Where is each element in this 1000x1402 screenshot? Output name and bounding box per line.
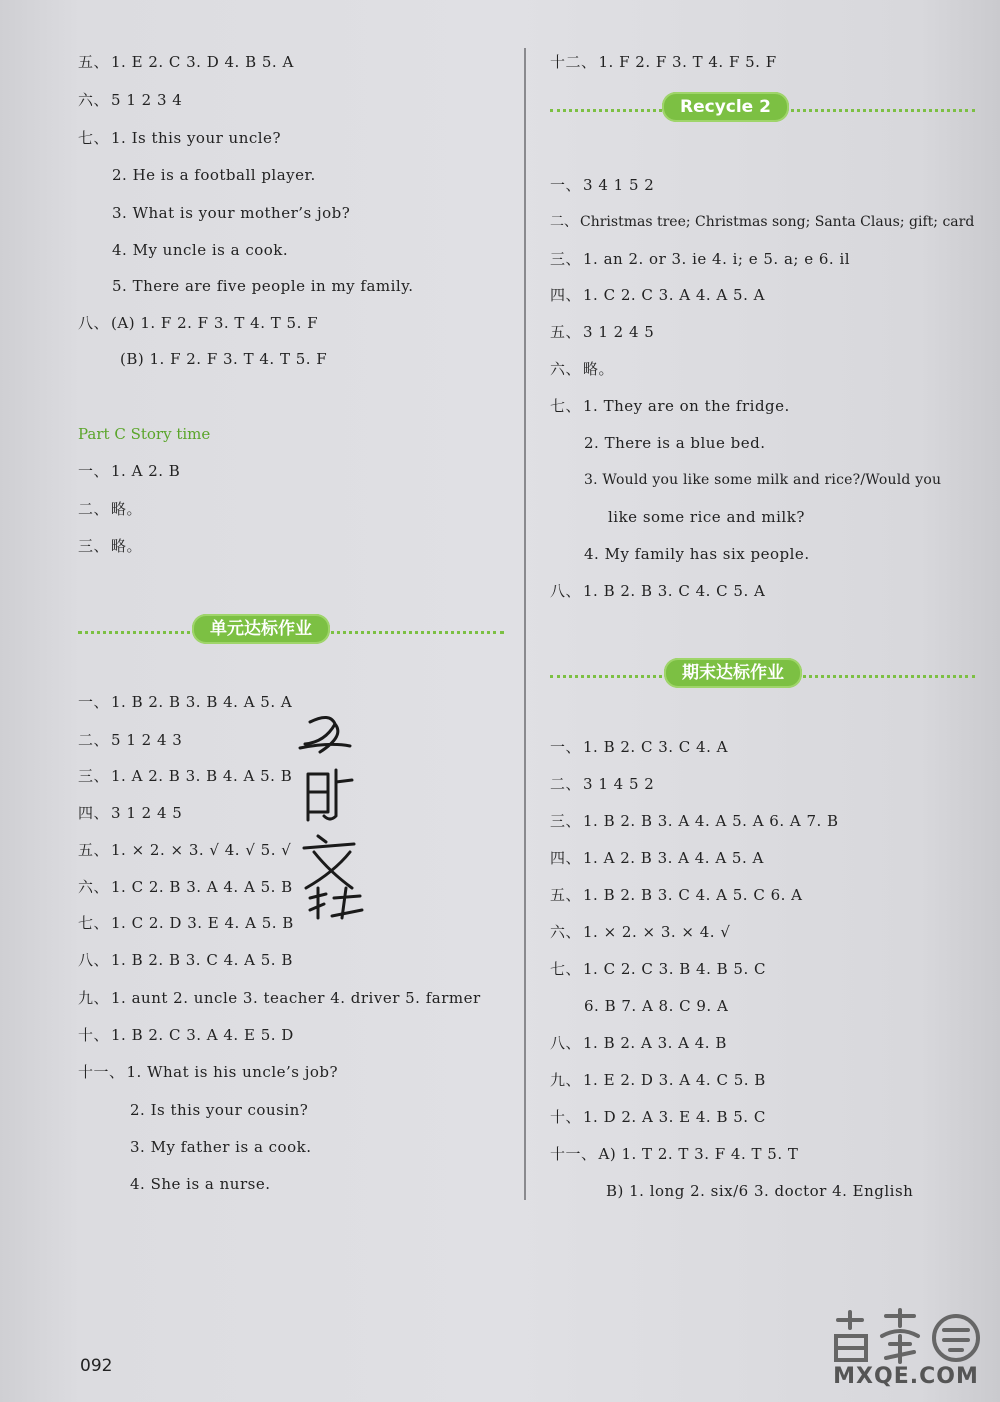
answer-line: 一、 3 4 1 5 2	[550, 176, 655, 194]
answer-line: 八、 1. B 2. A 3. A 4. B	[550, 1034, 727, 1052]
answer-line: (B) 1. F 2. F 3. T 4. T 5. F	[120, 350, 328, 368]
answer-line: 七、 1. Is this your uncle?	[78, 129, 281, 147]
banner-label: 单元达标作业	[192, 614, 330, 644]
watermark-logo-icon	[826, 1306, 986, 1366]
site-watermark	[826, 1306, 986, 1394]
answer-line: 3. Would you like some milk and rice?/Would you	[584, 472, 942, 488]
answer-line: 2. There is a blue bed.	[584, 434, 766, 452]
answer-line: 三、 1. A 2. B 3. B 4. A 5. B	[78, 767, 293, 785]
answer-line: 八、 1. B 2. B 3. C 4. C 5. A	[550, 582, 766, 600]
answer-line: 十、 1. B 2. C 3. A 4. E 5. D	[78, 1026, 294, 1044]
answer-line: 五、 1. B 2. B 3. C 4. A 5. C 6. A	[550, 886, 803, 904]
answer-line: 4. She is a nurse.	[130, 1175, 271, 1193]
answer-line: 二、 略。	[78, 500, 143, 518]
answer-line: 六、 1. C 2. B 3. A 4. A 5. B	[78, 878, 293, 896]
answer-line: 2. He is a football player.	[112, 166, 316, 184]
answer-line: 四、 3 1 2 4 5	[78, 804, 183, 822]
final-test-banner	[550, 656, 975, 694]
answer-line: 二、 3 1 4 5 2	[550, 775, 655, 793]
answer-line: 一、 1. B 2. C 3. C 4. A	[550, 738, 728, 756]
answer-line: 五、 1. × 2. × 3. √ 4. √ 5. √	[78, 841, 292, 859]
answer-line: 七、 1. They are on the fridge.	[550, 397, 790, 415]
answer-line: 十、 1. D 2. A 3. E 4. B 5. C	[550, 1108, 766, 1126]
part-c-title: Part C Story time	[78, 425, 211, 443]
recycle-banner	[550, 90, 975, 128]
answer-line: 6. B 7. A 8. C 9. A	[584, 997, 729, 1015]
answer-line: 九、 1. E 2. D 3. A 4. C 5. B	[550, 1071, 766, 1089]
answer-line: 十二、 1. F 2. F 3. T 4. F 5. F	[550, 53, 777, 71]
answer-line: 一、 1. A 2. B	[78, 462, 181, 480]
answer-line: 3. What is your mother’s job?	[112, 204, 351, 222]
answer-line: 四、 1. C 2. C 3. A 4. A 5. A	[550, 286, 765, 304]
answer-line: like some rice and milk?	[608, 508, 805, 526]
answer-line: 五、 3 1 2 4 5	[550, 323, 655, 341]
answer-line: 二、 5 1 2 4 3	[78, 731, 183, 749]
answer-line: 七、 1. C 2. D 3. E 4. A 5. B	[78, 914, 294, 932]
answer-line: 2. Is this your cousin?	[130, 1101, 309, 1119]
answer-line: 四、 1. A 2. B 3. A 4. A 5. A	[550, 849, 764, 867]
answer-line: 六、 5 1 2 3 4	[78, 91, 183, 109]
answer-line: 九、 1. aunt 2. uncle 3. teacher 4. driver 5. farmer	[78, 989, 481, 1007]
answer-line: B) 1. long 2. six/6 3. doctor 4. English	[606, 1182, 914, 1200]
column-divider	[524, 48, 526, 1200]
answer-line: 三、 1. an 2. or 3. ie 4. i; e 5. a; e 6. il	[550, 250, 851, 268]
answer-line: 八、 1. B 2. B 3. C 4. A 5. B	[78, 951, 293, 969]
answer-line: 六、 1. × 2. × 3. × 4. √	[550, 923, 731, 941]
unit-test-banner	[78, 612, 504, 650]
answer-line: 4. My family has six people.	[584, 545, 810, 563]
answer-line: 3. My father is a cook.	[130, 1138, 312, 1156]
answer-line: 5. There are five people in my family.	[112, 277, 414, 295]
page-number: 092	[80, 1356, 113, 1376]
answer-line: 八、 (A) 1. F 2. F 3. T 4. T 5. F	[78, 314, 319, 332]
banner-label: Recycle 2	[662, 92, 789, 122]
answer-line: 三、 略。	[78, 537, 143, 555]
answer-line: 一、 1. B 2. B 3. B 4. A 5. A	[78, 693, 293, 711]
answer-line: 六、 略。	[550, 360, 615, 378]
answer-line: 十一、 A) 1. T 2. T 3. F 4. T 5. T	[550, 1145, 799, 1163]
answer-line: 十一、 1. What is his uncle’s job?	[78, 1063, 339, 1081]
answer-line: 五、 1. E 2. C 3. D 4. B 5. A	[78, 53, 294, 71]
watermark-text: MXQE.COM	[833, 1364, 979, 1389]
answer-line: 二、 Christmas tree; Christmas song; Santa Claus; gift; card	[550, 214, 975, 230]
banner-label: 期末达标作业	[664, 658, 802, 688]
answer-line: 三、 1. B 2. B 3. A 4. A 5. A 6. A 7. B	[550, 812, 839, 830]
answer-line: 七、 1. C 2. C 3. B 4. B 5. C	[550, 960, 766, 978]
handwriting-scribble	[290, 712, 380, 922]
answer-line: 4. My uncle is a cook.	[112, 241, 289, 259]
